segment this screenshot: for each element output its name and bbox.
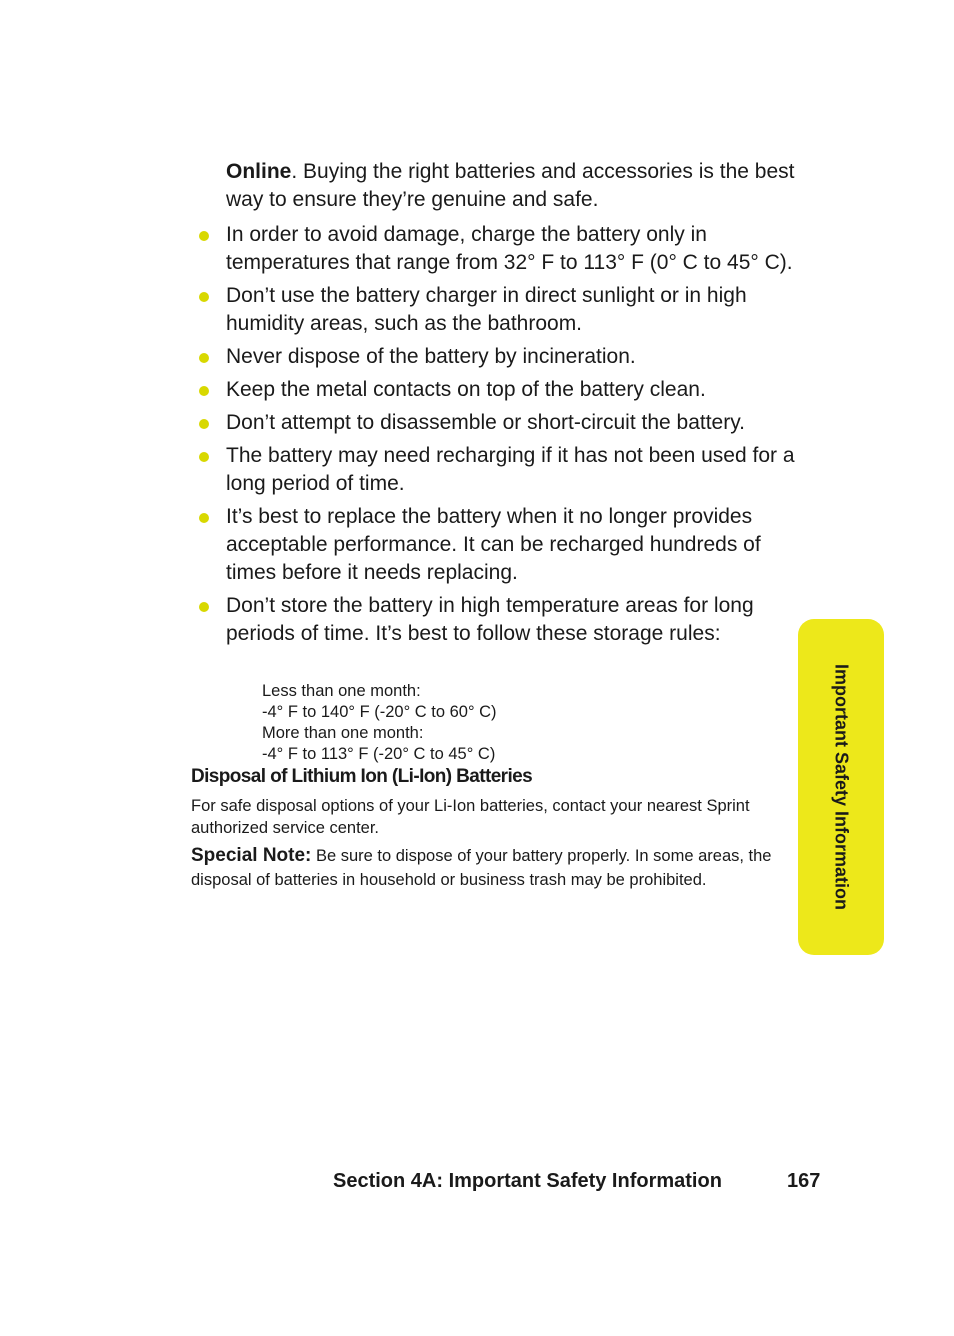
bullet-dot-icon (199, 292, 209, 302)
bullet-dot-icon (199, 231, 209, 241)
storage-rule-line: -4° F to 113° F (-20° C to 45° C) (262, 745, 496, 763)
list-item: Don’t attempt to disassemble or short-circuit the battery. (196, 409, 796, 437)
bullet-dot-icon (199, 513, 209, 523)
safety-bullet-list (196, 221, 796, 653)
storage-rule-line: -4° F to 140° F (-20° C to 60° C) (262, 703, 497, 721)
storage-rules (262, 681, 497, 765)
list-item: The battery may need recharging if it has not been used for a long period of time. (196, 442, 796, 498)
list-item: Don’t store the battery in high temperature areas for long periods of time. It’s best to follow these storage rules: (196, 592, 796, 648)
special-note-text: Be sure to dispose of your battery properly. In some areas, the disposal of batteries in household or business trash may be prohibited. (191, 847, 772, 889)
storage-rule-line: Less than one month: (262, 682, 421, 700)
bullet-dot-icon (199, 602, 209, 612)
list-item: It’s best to replace the battery when it no longer provides acceptable performance. It can be recharged hundreds of times before it needs replacing. (196, 503, 796, 587)
bullet-dot-icon (199, 452, 209, 462)
intro-bold-lead: Online (226, 160, 292, 183)
footer-section-title: Section 4A: Important Safety Information (333, 1170, 722, 1192)
bullet-dot-icon (199, 419, 209, 429)
list-item: In order to avoid damage, charge the battery only in temperatures that range from 32° F to 113° F (0° C to 45° C). (196, 221, 796, 277)
page-number: 167 (787, 1170, 821, 1192)
storage-rule-line: More than one month: (262, 724, 424, 742)
disposal-heading: Disposal of Lithium Ion (Li-Ion) Batteries (191, 766, 533, 787)
disposal-body: For safe disposal options of your Li-Ion batteries, contact your nearest Sprint authorized service center. (191, 797, 750, 837)
intro-text: . Buying the right batteries and accessories is the best way to ensure they’re genuine and safe. (226, 160, 795, 211)
list-item: Keep the metal contacts on top of the battery clean. (196, 376, 796, 404)
list-item: Never dispose of the battery by incineration. (196, 343, 796, 371)
bullet-dot-icon (199, 353, 209, 363)
section-side-tab (798, 619, 884, 955)
side-tab-label: Important Safety Information (831, 663, 852, 911)
bullet-dot-icon (199, 386, 209, 396)
special-note-label: Special Note: (191, 845, 312, 866)
list-item: Don’t use the battery charger in direct sunlight or in high humidity areas, such as the bathroom. (196, 282, 796, 338)
intro-paragraph (226, 158, 796, 214)
special-note (191, 844, 801, 892)
